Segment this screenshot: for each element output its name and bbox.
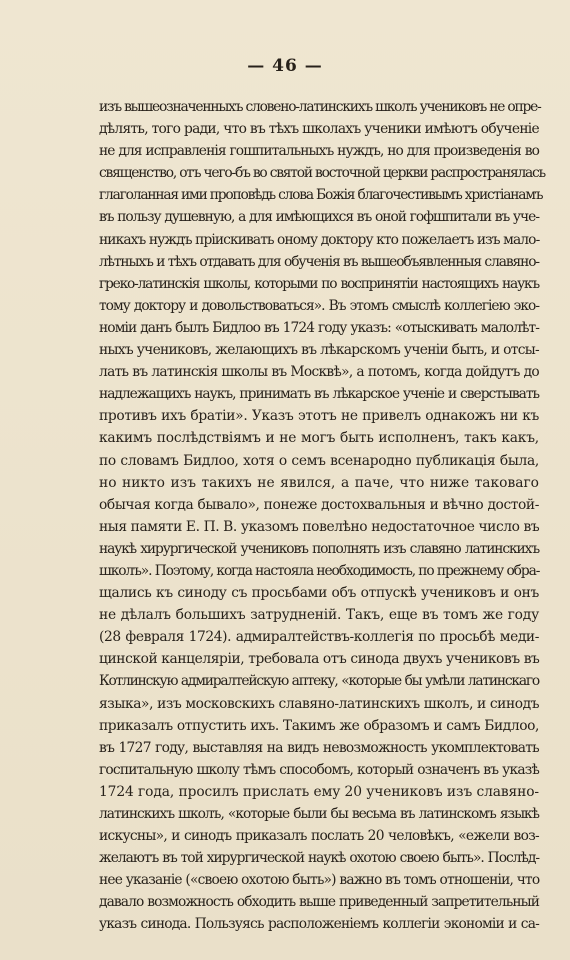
text-line: (28 февраля 1724). адмиралтействъ-коллегія по просьбѣ меди- [99, 629, 539, 646]
text-line: приказалъ отпустить ихъ. Такимъ же образомъ и самъ Бидлоо, [99, 717, 539, 734]
text-line: но никто изъ такихъ не явился, а паче, что ниже таковаго [99, 474, 539, 491]
text-line: никахъ нуждъ пріискивать оному доктору кто пожелаетъ изъ мало- [99, 231, 540, 248]
text-line: желаютъ въ той хирургической наукѣ охотою своею быть». Послѣд- [99, 850, 539, 867]
text-line: обычая когда бывало», понеже достохвальныя и вѣчно достой- [99, 496, 539, 513]
text-line: по словамъ Бидлоо, хотя о семъ всенародно публикація была, [99, 452, 539, 469]
text-line: какимъ послѣдствіямъ и не могъ быть исполненъ, такъ какъ, [99, 430, 539, 447]
text-line: ныя памяти Е. П. В. указомъ повелѣно недостаточное число въ [99, 518, 540, 535]
text-line: надлежащихъ наукъ, принимать въ лѣкарское ученіе и сверстывать [99, 386, 539, 403]
text-line: номіи данъ былъ Бидлоо въ 1724 году указъ: «отыскивать малолѣт- [99, 319, 539, 336]
text-line: священство, отъ чего-бъ во святой восточной церкви распространялась [99, 165, 545, 182]
text-line: искусны», и синодъ приказалъ послать 20 человѣкъ, «ежели воз- [99, 828, 539, 845]
text-line: нее указаніе («своею охотою быть») важно въ томъ отношеніи, что [99, 872, 540, 889]
text-line: противъ ихъ братіи». Указъ этотъ не привелъ однакожъ ни къ [99, 408, 539, 425]
text-line: въ пользу душевную, а для имѣющихся въ оной гофшпитали въ уче- [99, 209, 539, 226]
text-line: латинскихъ школъ, «которые были бы весьма въ латинскомъ языкѣ [99, 806, 539, 822]
text-line: щались къ синоду съ просьбами объ отпускѣ учениковъ и онъ [99, 585, 539, 602]
text-line: школъ». Поэтому, когда настояла необходимость, по прежнему обра- [99, 562, 540, 579]
text-line: указъ синода. Пользуясь расположеніемъ коллегіи экономіи и са- [99, 916, 539, 933]
text-line: не дѣлалъ большихъ затрудненій. Такъ, еще въ томъ же году [99, 607, 539, 624]
body-text [99, 96, 545, 936]
text-line: языка», изъ московскихъ славяно-латинскихъ школъ, и синодъ [99, 695, 540, 712]
text-line: греко-латинскія школы, которыми по воспринятіи настоящихъ наукъ [99, 275, 539, 292]
text-line: тому доктору и довольствоваться». Въ этомъ смыслѣ коллегіею эко- [99, 297, 539, 314]
page-number: — 46 — [247, 56, 323, 76]
text-line: госпитальную школу тѣмъ способомъ, который означенъ въ указѣ [99, 761, 539, 778]
text-line: лать въ латинскія школы въ Москвѣ», а потомъ, когда дойдутъ до [99, 364, 539, 381]
text-line: наукѣ хирургической учениковъ пополнять изъ славяно латинскихъ [99, 540, 539, 557]
text-line: Котлинскую адмиралтейскую аптеку, «которые бы умѣли латинскаго [99, 673, 539, 690]
text-line: лѣтныхъ и тѣхъ отдавать для обученія въ вышеобъявленныя славяно- [99, 253, 539, 270]
text-line: 1724 года, просилъ прислать ему 20 учениковъ изъ славяно- [99, 783, 539, 800]
text-line: не для исправленія гошпитальныхъ нуждъ, но для произведенія во [99, 143, 539, 160]
text-line: цинской канцеляріи, требовала отъ синода двухъ учениковъ въ [99, 651, 540, 668]
text-line: давало возможность обходить выше приведенный запретительный [99, 894, 539, 911]
text-line: глаголанная ими проповѣдь слова Божія благочестивымъ христіанамъ [99, 187, 543, 204]
text-line: изъ вышеозначенныхъ словено-латинскихъ школъ учениковъ не опре- [99, 99, 541, 115]
text-line: ныхъ учениковъ, желающихъ въ лѣкарскомъ ученіи быть, и отсы- [99, 342, 539, 359]
text-line: дѣлять, того ради, что въ тѣхъ школахъ ученики имѣютъ обученіе [99, 121, 539, 138]
text-line: въ 1727 году, выставляя на видъ невозможность укомплектовать [99, 739, 539, 756]
